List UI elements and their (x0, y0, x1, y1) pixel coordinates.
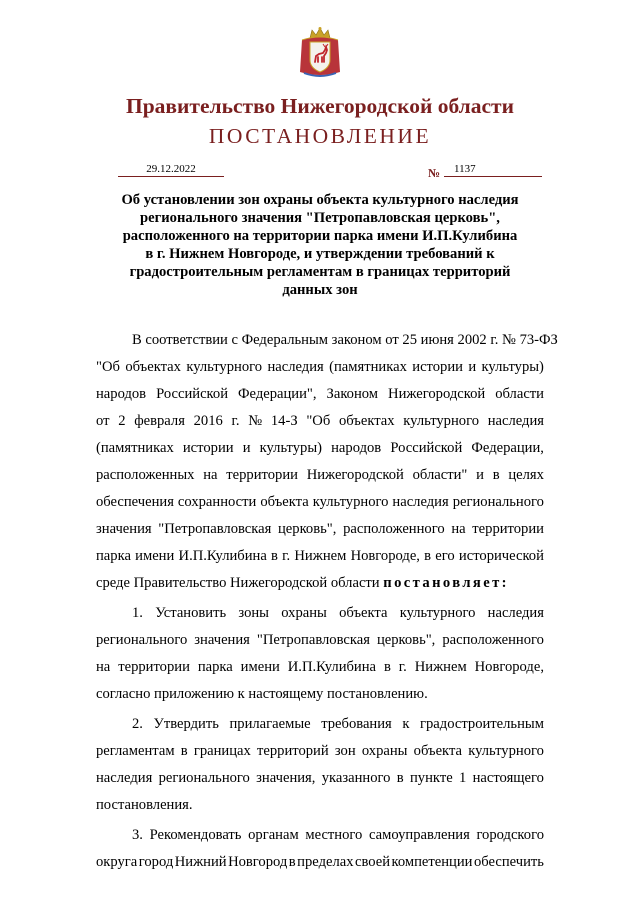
paragraph-line (96, 627, 544, 654)
word: объекта (260, 494, 309, 510)
word: "Об (96, 359, 120, 375)
word: церковь", (278, 521, 337, 537)
document-number: 1137 (444, 163, 542, 177)
word: значения, (256, 770, 316, 786)
word: в (288, 854, 296, 870)
word: регионального (96, 632, 188, 648)
word: парка (197, 659, 233, 675)
word: 1. (132, 605, 143, 621)
word: Нижний (174, 854, 227, 870)
word: границах (193, 743, 251, 759)
word: наследия (392, 494, 449, 510)
word: целях (508, 467, 544, 483)
word: в (492, 467, 500, 483)
word: культурного (312, 494, 389, 510)
word: народов (331, 440, 382, 456)
word: 2016 (193, 413, 223, 429)
word: "Об (306, 413, 331, 429)
word: его (435, 548, 455, 564)
word: (памятниках (329, 359, 407, 375)
title-line: данных зон (282, 282, 358, 298)
word: в (383, 659, 391, 675)
paragraph-line (96, 543, 544, 570)
word: области (495, 386, 544, 402)
word: охраны (361, 743, 408, 759)
paragraph-line (96, 435, 544, 462)
word: Нижнем (294, 548, 347, 564)
word: в (424, 548, 432, 564)
word: требования (321, 716, 392, 732)
government-name: Правительство Нижегородской области (126, 94, 514, 118)
word: наследия (487, 413, 544, 429)
word: Рекомендовать (149, 827, 242, 843)
paragraph-line (96, 765, 544, 792)
document-type: ПОСТАНОВЛЕНИЕ (208, 124, 432, 148)
decree-word: постановляет: (383, 575, 509, 591)
word: местного (305, 827, 363, 843)
word: 2. (132, 716, 143, 732)
word: февраля (134, 413, 185, 429)
word: наследия (96, 770, 153, 786)
word: г. (398, 659, 407, 675)
word: округа (96, 854, 138, 870)
word: обеспечить (473, 854, 544, 870)
number-label: № (428, 166, 441, 180)
word: (памятниках (96, 440, 174, 456)
word: наследия (267, 359, 324, 375)
word: культурного (186, 359, 263, 375)
word: церковь", (376, 632, 436, 648)
paragraph-line (96, 489, 544, 516)
word: настоящего (472, 770, 544, 786)
word: В соответствии с Федеральным законом от 25 июня 2002 г. № 73-ФЗ (132, 332, 558, 348)
word: исторической (458, 548, 544, 564)
word: истории (412, 359, 463, 375)
title-line: Об установлении зон охраны объекта культурного наследия (121, 192, 519, 208)
word: значения (96, 521, 152, 537)
title-line: регионального значения "Петропавловская церковь", (140, 210, 500, 226)
word: 14-З (270, 413, 298, 429)
paragraph-line (96, 738, 544, 765)
paragraph-line (96, 327, 558, 354)
word: регионального (158, 770, 250, 786)
title-line: расположенного на территории парка имени И.П.Кулибина (122, 228, 518, 244)
word: И.П.Кулибина (178, 548, 267, 564)
word: 2 (118, 413, 126, 429)
word: области" (412, 467, 468, 483)
word: истории (182, 440, 234, 456)
document-date: 29.12.2022 (118, 163, 224, 177)
word: объектах (338, 413, 395, 429)
word: пункте (410, 770, 453, 786)
word: Утвердить (153, 716, 219, 732)
paragraph-last-line (96, 681, 544, 708)
paragraph-last-line (96, 792, 544, 819)
paragraph-line (96, 381, 544, 408)
word: к (402, 716, 410, 732)
word: на (96, 659, 111, 675)
word: г. (282, 548, 291, 564)
word: "Петропавловская (158, 521, 272, 537)
word: и (468, 359, 477, 375)
word: своей (355, 854, 391, 870)
word: Российской (156, 386, 228, 402)
word: парка (96, 548, 131, 564)
word: расположенного (442, 632, 544, 648)
word: объекта (339, 605, 388, 621)
word: Установить (155, 605, 227, 621)
word: Федерации, (471, 440, 544, 456)
word: наследия (487, 605, 544, 621)
word: "Петропавловская (256, 632, 370, 648)
word: и (476, 467, 484, 483)
word: № (248, 413, 263, 429)
word: регионального (452, 494, 544, 510)
word: имени (135, 548, 175, 564)
word: Новгород (228, 854, 288, 870)
word: территории (472, 521, 544, 537)
word: Новгороде, (474, 659, 544, 675)
word: 3. (132, 827, 143, 843)
word: Нижегородской (306, 467, 404, 483)
coat-of-arms-icon (298, 26, 342, 78)
word: в (271, 548, 278, 564)
word: городского (476, 827, 544, 843)
word: прилагаемые (229, 716, 311, 732)
document-body (96, 327, 558, 876)
word: расположенного (343, 521, 445, 537)
word: территории (118, 659, 190, 675)
word: и (242, 440, 251, 456)
word: культуры) (259, 440, 322, 456)
word: город (138, 854, 174, 870)
paragraph-line (96, 462, 544, 489)
word: расположенных (96, 467, 195, 483)
word: г. (231, 413, 240, 429)
word: градостроительным (420, 716, 544, 732)
word: зон (334, 743, 356, 759)
word: зоны (238, 605, 269, 621)
word: в (396, 770, 404, 786)
word: на (451, 521, 466, 537)
word: культуры) (481, 359, 544, 375)
paragraph-text: постановления. (96, 797, 193, 813)
word: значения (194, 632, 250, 648)
word: Нижнем (414, 659, 467, 675)
word: имени (240, 659, 280, 675)
word: И.П.Кулибина (287, 659, 377, 675)
word: в (180, 743, 188, 759)
word: территории (226, 467, 298, 483)
word: на (203, 467, 218, 483)
paragraph-last-line (96, 570, 544, 597)
word: органам (248, 827, 299, 843)
word: пределах (297, 854, 354, 870)
paragraph-line (96, 654, 544, 681)
word: культурного (403, 413, 480, 429)
word: объектах (125, 359, 181, 375)
paragraph-line (96, 516, 544, 543)
title-line: градостроительным регламентам в границах территорий (129, 264, 511, 280)
paragraph-line (96, 408, 544, 435)
word: народов (96, 386, 147, 402)
paragraph-line (96, 711, 544, 738)
word: обеспечения (96, 494, 174, 510)
word: 1 (458, 770, 467, 786)
paragraph-line (96, 354, 544, 381)
title-line: в г. Нижнем Новгороде, и утверждении требований к (145, 246, 495, 262)
paragraph-text: согласно приложению к настоящему постановлению. (96, 686, 428, 702)
word: объекта (413, 743, 462, 759)
document-title (96, 191, 544, 299)
paragraph-line (96, 822, 544, 849)
word: указанного (321, 770, 391, 786)
paragraph-text: среде Правительство Нижегородской области (96, 575, 384, 591)
paragraph-line (96, 849, 544, 876)
paragraph-line (96, 600, 544, 627)
word: Нижегородской (388, 386, 486, 402)
word: от (96, 413, 110, 429)
word: культурного (468, 743, 544, 759)
word: сохранности (177, 494, 257, 510)
word: Новгороде, (350, 548, 420, 564)
word: охраны (281, 605, 327, 621)
word: культурного (399, 605, 476, 621)
word: Федерации", (238, 386, 317, 402)
word: самоуправления (369, 827, 470, 843)
word: Российской (390, 440, 463, 456)
word: регламентам (96, 743, 175, 759)
word: Законом (326, 386, 379, 402)
word: территорий (257, 743, 329, 759)
word: компетенции (391, 854, 473, 870)
